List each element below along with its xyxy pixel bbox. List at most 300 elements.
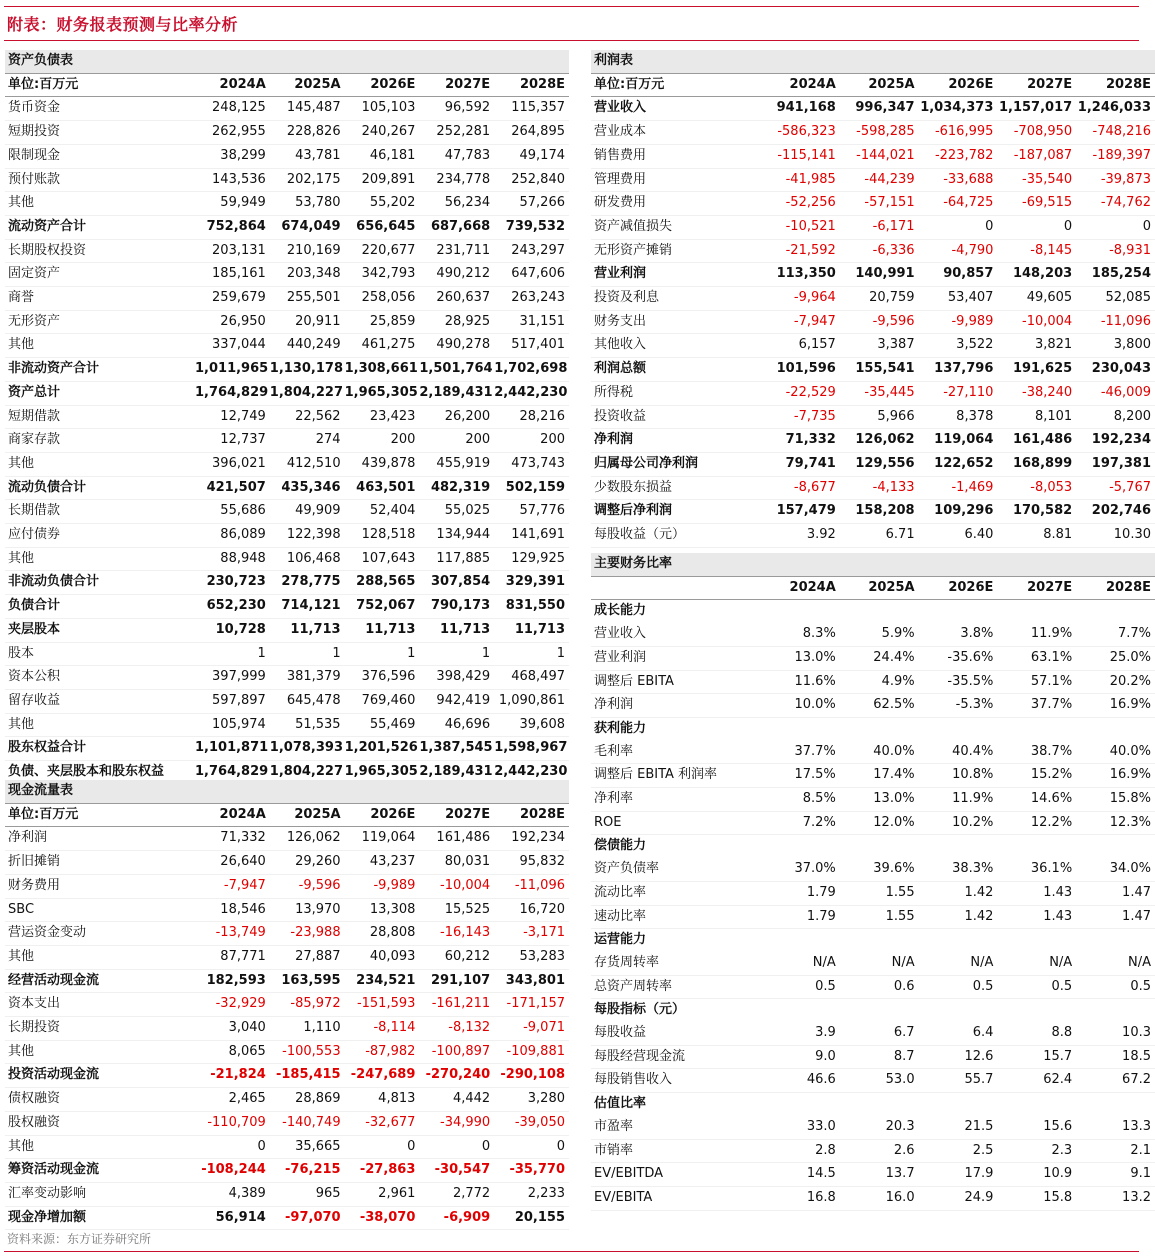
value-cell: 3.8% bbox=[919, 623, 998, 646]
value-cell: 25.0% bbox=[1076, 646, 1155, 670]
value-cell: 12,749 bbox=[195, 405, 270, 429]
value-cell: 192,234 bbox=[494, 827, 569, 851]
value-cell: 381,379 bbox=[270, 666, 345, 690]
value-cell: 157,479 bbox=[761, 500, 840, 524]
value-cell: 0 bbox=[419, 1135, 494, 1159]
row-label: 短期借款 bbox=[5, 405, 195, 429]
row-label: 长期借款 bbox=[5, 500, 195, 524]
value-cell: 36.1% bbox=[997, 858, 1076, 881]
table-row bbox=[5, 689, 569, 713]
value-cell: 128,518 bbox=[345, 524, 420, 548]
year-label: 2026E bbox=[345, 803, 420, 827]
value-cell-empty bbox=[1076, 835, 1155, 858]
section-title: 利润表 bbox=[591, 50, 761, 73]
value-cell: 1,157,017 bbox=[997, 97, 1076, 121]
table-row bbox=[591, 310, 1155, 334]
value-cell: 24.4% bbox=[840, 646, 919, 670]
table-row bbox=[591, 121, 1155, 145]
value-cell: 6.4 bbox=[919, 1022, 998, 1045]
value-cell: 122,398 bbox=[270, 524, 345, 548]
value-cell: 260,637 bbox=[419, 287, 494, 311]
row-label: 汇率变动影响 bbox=[5, 1182, 195, 1206]
row-label: 所得税 bbox=[591, 381, 761, 405]
value-cell: 3,800 bbox=[1076, 334, 1155, 358]
value-cell-empty bbox=[997, 1093, 1076, 1116]
row-label: 筹资活动现金流 bbox=[5, 1159, 195, 1183]
value-cell: 163,595 bbox=[270, 969, 345, 993]
table-row bbox=[591, 97, 1155, 121]
row-label: 其他 bbox=[5, 334, 195, 358]
value-cell: 40.0% bbox=[840, 741, 919, 764]
value-cell: 1,804,227 bbox=[270, 761, 345, 785]
value-cell: -9,596 bbox=[270, 874, 345, 898]
row-label: 每股销售收入 bbox=[591, 1069, 761, 1093]
value-cell: 28,808 bbox=[345, 922, 420, 946]
table-row bbox=[5, 851, 569, 875]
value-cell: 23,423 bbox=[345, 405, 420, 429]
value-cell: 13,308 bbox=[345, 898, 420, 922]
value-cell: 56,914 bbox=[195, 1206, 270, 1230]
value-cell: 517,401 bbox=[494, 334, 569, 358]
value-cell: 6.7 bbox=[840, 1022, 919, 1045]
value-cell: 2.8 bbox=[761, 1139, 840, 1163]
value-cell: 656,645 bbox=[345, 215, 420, 239]
row-label: 短期投资 bbox=[5, 121, 195, 145]
row-label: 每股收益 bbox=[591, 1022, 761, 1045]
value-cell: -748,216 bbox=[1076, 121, 1155, 145]
table-row bbox=[591, 1163, 1155, 1187]
value-cell: 7.7% bbox=[1076, 623, 1155, 646]
table-row bbox=[5, 524, 569, 548]
section-header bbox=[5, 780, 569, 803]
value-cell: 376,596 bbox=[345, 666, 420, 690]
value-cell: 57,266 bbox=[494, 192, 569, 216]
value-cell: 17.9 bbox=[919, 1163, 998, 1187]
value-cell: 1,246,033 bbox=[1076, 97, 1155, 121]
row-label: 归属母公司净利润 bbox=[591, 452, 761, 476]
table-row bbox=[591, 764, 1155, 788]
value-cell-empty bbox=[761, 999, 840, 1022]
value-cell: 1,130,178 bbox=[270, 358, 345, 382]
value-cell: -8,114 bbox=[345, 1017, 420, 1041]
row-label: 股权融资 bbox=[5, 1111, 195, 1135]
table-row bbox=[5, 1088, 569, 1112]
row-label: 限制现金 bbox=[5, 144, 195, 168]
value-cell: 307,854 bbox=[419, 571, 494, 595]
value-cell: 2.3 bbox=[997, 1139, 1076, 1163]
table-row bbox=[591, 476, 1155, 500]
year-header-row bbox=[5, 803, 569, 827]
value-cell: -38,070 bbox=[345, 1206, 420, 1230]
value-cell: 1,965,305 bbox=[345, 761, 420, 785]
table-row bbox=[591, 623, 1155, 646]
value-cell: -35,540 bbox=[997, 168, 1076, 192]
header-blank bbox=[345, 780, 420, 803]
value-cell: 0.5 bbox=[997, 975, 1076, 999]
value-cell: -85,972 bbox=[270, 993, 345, 1017]
value-cell: 126,062 bbox=[270, 827, 345, 851]
value-cell: 1,090,861 bbox=[494, 689, 569, 713]
row-label: 成长能力 bbox=[594, 603, 647, 619]
table-row bbox=[591, 168, 1155, 192]
value-cell: 20,759 bbox=[840, 287, 919, 311]
value-cell: -8,145 bbox=[997, 239, 1076, 263]
value-cell: 6,157 bbox=[761, 334, 840, 358]
value-cell: 739,532 bbox=[494, 215, 569, 239]
row-label: 总资产周转率 bbox=[591, 975, 761, 999]
header-blank bbox=[494, 50, 569, 73]
table-row bbox=[5, 713, 569, 737]
value-cell: 0 bbox=[919, 215, 998, 239]
table-row bbox=[5, 476, 569, 500]
value-cell: 14.6% bbox=[997, 788, 1076, 812]
table-row bbox=[591, 952, 1155, 975]
value-cell-empty bbox=[761, 600, 840, 623]
value-cell: 1.47 bbox=[1076, 881, 1155, 905]
value-cell-empty bbox=[997, 717, 1076, 740]
value-cell: 0 bbox=[345, 1135, 420, 1159]
table-row bbox=[591, 500, 1155, 524]
row-label: 净利润 bbox=[591, 694, 761, 718]
row-label: 存货周转率 bbox=[591, 952, 761, 975]
value-cell: 15.2% bbox=[997, 764, 1076, 788]
table-row bbox=[5, 1064, 569, 1088]
table-row bbox=[591, 334, 1155, 358]
value-cell-empty bbox=[997, 835, 1076, 858]
value-cell: 3,280 bbox=[494, 1088, 569, 1112]
table-row bbox=[5, 429, 569, 453]
category-row bbox=[591, 600, 1155, 623]
value-cell: 597,897 bbox=[195, 689, 270, 713]
value-cell: 161,486 bbox=[997, 429, 1076, 453]
value-cell-empty bbox=[919, 929, 998, 952]
table-row bbox=[5, 874, 569, 898]
table-row bbox=[5, 969, 569, 993]
value-cell-empty bbox=[761, 717, 840, 740]
year-label: 2025A bbox=[270, 803, 345, 827]
value-cell: 262,955 bbox=[195, 121, 270, 145]
value-cell: 490,278 bbox=[419, 334, 494, 358]
value-cell: -23,988 bbox=[270, 922, 345, 946]
value-cell-empty bbox=[919, 835, 998, 858]
table-row bbox=[591, 239, 1155, 263]
value-cell: 3.92 bbox=[761, 524, 840, 548]
value-cell: 230,723 bbox=[195, 571, 270, 595]
value-cell: 13,970 bbox=[270, 898, 345, 922]
value-cell: 2,772 bbox=[419, 1182, 494, 1206]
value-cell: 769,460 bbox=[345, 689, 420, 713]
value-cell: 126,062 bbox=[840, 429, 919, 453]
value-cell: 8.8 bbox=[997, 1022, 1076, 1045]
value-cell-empty bbox=[997, 999, 1076, 1022]
value-cell: 0.5 bbox=[1076, 975, 1155, 999]
value-cell: 46.6 bbox=[761, 1069, 840, 1093]
value-cell: 200 bbox=[419, 429, 494, 453]
row-label: 每股经营现金流 bbox=[591, 1045, 761, 1069]
value-cell: 248,125 bbox=[195, 97, 270, 121]
value-cell: 258,056 bbox=[345, 287, 420, 311]
row-label: 其他 bbox=[5, 1040, 195, 1064]
table-row bbox=[5, 618, 569, 642]
value-cell: 16.8 bbox=[761, 1186, 840, 1210]
value-cell: 1,110 bbox=[270, 1017, 345, 1041]
value-cell: -7,735 bbox=[761, 405, 840, 429]
value-cell: 185,161 bbox=[195, 263, 270, 287]
table-row bbox=[591, 1139, 1155, 1163]
table-row bbox=[591, 975, 1155, 999]
value-cell: -8,931 bbox=[1076, 239, 1155, 263]
value-cell: -290,108 bbox=[494, 1064, 569, 1088]
value-cell: 29,260 bbox=[270, 851, 345, 875]
year-label: 2024A bbox=[195, 73, 270, 97]
header-blank bbox=[840, 553, 919, 576]
value-cell: 16.9% bbox=[1076, 694, 1155, 718]
value-cell: 11.9% bbox=[919, 788, 998, 812]
table-row bbox=[5, 1040, 569, 1064]
value-cell: 1 bbox=[195, 642, 270, 666]
value-cell: 0.6 bbox=[840, 975, 919, 999]
table-row bbox=[5, 1159, 569, 1183]
value-cell: 38,299 bbox=[195, 144, 270, 168]
row-label: 营业收入 bbox=[591, 97, 761, 121]
value-cell: 26,640 bbox=[195, 851, 270, 875]
value-cell: -69,515 bbox=[997, 192, 1076, 216]
value-cell: 51,535 bbox=[270, 713, 345, 737]
value-cell: 38.3% bbox=[919, 858, 998, 881]
value-cell: -5.3% bbox=[919, 694, 998, 718]
table-row bbox=[5, 334, 569, 358]
category-row bbox=[591, 929, 1155, 952]
row-label: 资产总计 bbox=[5, 381, 195, 405]
value-cell-empty bbox=[761, 929, 840, 952]
value-cell: 13.7 bbox=[840, 1163, 919, 1187]
table-row bbox=[591, 405, 1155, 429]
row-label: 留存收益 bbox=[5, 689, 195, 713]
value-cell: 115,357 bbox=[494, 97, 569, 121]
unit-label: 单位:百万元 bbox=[5, 803, 195, 827]
row-label: 营业成本 bbox=[591, 121, 761, 145]
row-label: 现金净增加额 bbox=[5, 1206, 195, 1230]
value-cell: -32,929 bbox=[195, 993, 270, 1017]
row-label: 长期股权投资 bbox=[5, 239, 195, 263]
value-cell: 202,175 bbox=[270, 168, 345, 192]
value-cell: 55,025 bbox=[419, 500, 494, 524]
year-label: 2027E bbox=[997, 576, 1076, 600]
row-label: 负债合计 bbox=[5, 595, 195, 619]
value-cell: -1,469 bbox=[919, 476, 998, 500]
value-cell: -708,950 bbox=[997, 121, 1076, 145]
value-cell-empty bbox=[840, 835, 919, 858]
value-cell: 1,598,967 bbox=[494, 737, 569, 761]
value-cell: -9,964 bbox=[761, 287, 840, 311]
value-cell: 12.6 bbox=[919, 1045, 998, 1069]
value-cell-empty bbox=[919, 717, 998, 740]
value-cell: 28,869 bbox=[270, 1088, 345, 1112]
value-cell: 11,713 bbox=[494, 618, 569, 642]
table-row bbox=[5, 310, 569, 334]
value-cell: 687,668 bbox=[419, 215, 494, 239]
row-label: 速动比率 bbox=[591, 905, 761, 929]
value-cell: 16.9% bbox=[1076, 764, 1155, 788]
value-cell: 40,093 bbox=[345, 945, 420, 969]
value-cell: 71,332 bbox=[195, 827, 270, 851]
value-cell: 996,347 bbox=[840, 97, 919, 121]
value-cell: 468,497 bbox=[494, 666, 569, 690]
table-row bbox=[591, 670, 1155, 694]
row-label: 其他 bbox=[5, 713, 195, 737]
value-cell: 148,203 bbox=[997, 263, 1076, 287]
cash-flow-table bbox=[5, 780, 569, 1230]
value-cell: 200 bbox=[494, 429, 569, 453]
value-cell: 49,909 bbox=[270, 500, 345, 524]
value-cell: 200 bbox=[345, 429, 420, 453]
value-cell: -76,215 bbox=[270, 1159, 345, 1183]
value-cell: 26,950 bbox=[195, 310, 270, 334]
table-row bbox=[5, 642, 569, 666]
value-cell: 652,230 bbox=[195, 595, 270, 619]
value-cell: 55,202 bbox=[345, 192, 420, 216]
value-cell: -13,749 bbox=[195, 922, 270, 946]
table-row bbox=[591, 429, 1155, 453]
table-row bbox=[5, 1182, 569, 1206]
row-label: 资产减值损失 bbox=[591, 215, 761, 239]
value-cell: 117,885 bbox=[419, 547, 494, 571]
table-row bbox=[5, 121, 569, 145]
value-cell: 129,925 bbox=[494, 547, 569, 571]
header-blank bbox=[419, 780, 494, 803]
value-cell: 67.2 bbox=[1076, 1069, 1155, 1093]
value-cell: 13.3 bbox=[1076, 1116, 1155, 1139]
value-cell: 1.43 bbox=[997, 881, 1076, 905]
balance-sheet-table bbox=[5, 50, 569, 785]
year-label: 2028E bbox=[1076, 576, 1155, 600]
row-label: EV/EBITDA bbox=[591, 1163, 761, 1187]
value-cell: -4,133 bbox=[840, 476, 919, 500]
value-cell: 234,778 bbox=[419, 168, 494, 192]
unit-label: 单位:百万元 bbox=[591, 73, 761, 97]
value-cell: 209,891 bbox=[345, 168, 420, 192]
value-cell: 25,859 bbox=[345, 310, 420, 334]
value-cell: 56,234 bbox=[419, 192, 494, 216]
value-cell: N/A bbox=[1076, 952, 1155, 975]
row-label: 净利润 bbox=[591, 429, 761, 453]
value-cell: 182,593 bbox=[195, 969, 270, 993]
value-cell: 35,665 bbox=[270, 1135, 345, 1159]
value-cell: 53,780 bbox=[270, 192, 345, 216]
value-cell: 80,031 bbox=[419, 851, 494, 875]
value-cell: 2.1 bbox=[1076, 1139, 1155, 1163]
value-cell: 10.2% bbox=[919, 811, 998, 835]
value-cell: 1,764,829 bbox=[195, 761, 270, 785]
year-label: 2026E bbox=[345, 73, 420, 97]
row-label: 夹层股本 bbox=[5, 618, 195, 642]
value-cell: 1.47 bbox=[1076, 905, 1155, 929]
value-cell: 502,159 bbox=[494, 476, 569, 500]
value-cell: -598,285 bbox=[840, 121, 919, 145]
value-cell: -35.6% bbox=[919, 646, 998, 670]
value-cell: 6.71 bbox=[840, 524, 919, 548]
value-cell: -32,677 bbox=[345, 1111, 420, 1135]
value-cell-empty bbox=[1076, 999, 1155, 1022]
value-cell: -9,596 bbox=[840, 310, 919, 334]
value-cell: 119,064 bbox=[919, 429, 998, 453]
value-cell: 203,131 bbox=[195, 239, 270, 263]
year-label: 2025A bbox=[840, 576, 919, 600]
financial-ratios-table bbox=[591, 553, 1155, 1211]
row-label: 非流动资产合计 bbox=[5, 358, 195, 382]
value-cell: 231,711 bbox=[419, 239, 494, 263]
value-cell: 141,691 bbox=[494, 524, 569, 548]
value-cell: 105,103 bbox=[345, 97, 420, 121]
value-cell: -33,688 bbox=[919, 168, 998, 192]
year-label: 2025A bbox=[840, 73, 919, 97]
table-row bbox=[591, 1045, 1155, 1069]
value-cell: 18.5 bbox=[1076, 1045, 1155, 1069]
value-cell: 440,249 bbox=[270, 334, 345, 358]
value-cell: 255,501 bbox=[270, 287, 345, 311]
row-label: 商家存款 bbox=[5, 429, 195, 453]
value-cell: -16,143 bbox=[419, 922, 494, 946]
value-cell: 20.2% bbox=[1076, 670, 1155, 694]
value-cell: 1.42 bbox=[919, 905, 998, 929]
value-cell: 16.0 bbox=[840, 1186, 919, 1210]
value-cell: -8,053 bbox=[997, 476, 1076, 500]
value-cell: 37.7% bbox=[997, 694, 1076, 718]
value-cell: -38,240 bbox=[997, 381, 1076, 405]
value-cell: 210,169 bbox=[270, 239, 345, 263]
value-cell: 8.5% bbox=[761, 788, 840, 812]
row-label: 货币资金 bbox=[5, 97, 195, 121]
value-cell: 473,743 bbox=[494, 452, 569, 476]
value-cell: -52,256 bbox=[761, 192, 840, 216]
value-cell: 11,713 bbox=[345, 618, 420, 642]
value-cell: 1.79 bbox=[761, 905, 840, 929]
row-label: 长期投资 bbox=[5, 1017, 195, 1041]
value-cell: 461,275 bbox=[345, 334, 420, 358]
year-header-row bbox=[5, 73, 569, 97]
value-cell: 37.7% bbox=[761, 741, 840, 764]
value-cell: -30,547 bbox=[419, 1159, 494, 1183]
value-cell: 134,944 bbox=[419, 524, 494, 548]
header-blank bbox=[1076, 553, 1155, 576]
value-cell: 234,521 bbox=[345, 969, 420, 993]
row-label: 应付债券 bbox=[5, 524, 195, 548]
value-cell: 263,243 bbox=[494, 287, 569, 311]
value-cell: 965 bbox=[270, 1182, 345, 1206]
value-cell: 101,596 bbox=[761, 358, 840, 382]
value-cell: 490,212 bbox=[419, 263, 494, 287]
table-row bbox=[591, 811, 1155, 835]
value-cell-empty bbox=[997, 929, 1076, 952]
value-cell: 10.30 bbox=[1076, 524, 1155, 548]
row-label: 投资收益 bbox=[591, 405, 761, 429]
value-cell: 46,696 bbox=[419, 713, 494, 737]
value-cell: 9.1 bbox=[1076, 1163, 1155, 1187]
value-cell: 0 bbox=[494, 1135, 569, 1159]
value-cell: 220,677 bbox=[345, 239, 420, 263]
row-label: 其他 bbox=[5, 945, 195, 969]
year-label: 2026E bbox=[919, 576, 998, 600]
row-label: 经营活动现金流 bbox=[5, 969, 195, 993]
value-cell-empty bbox=[840, 600, 919, 623]
row-label: 净利率 bbox=[591, 788, 761, 812]
value-cell: -189,397 bbox=[1076, 144, 1155, 168]
header-blank bbox=[419, 50, 494, 73]
value-cell: -44,239 bbox=[840, 168, 919, 192]
section-header bbox=[591, 553, 1155, 576]
value-cell: 647,606 bbox=[494, 263, 569, 287]
value-cell: 129,556 bbox=[840, 452, 919, 476]
